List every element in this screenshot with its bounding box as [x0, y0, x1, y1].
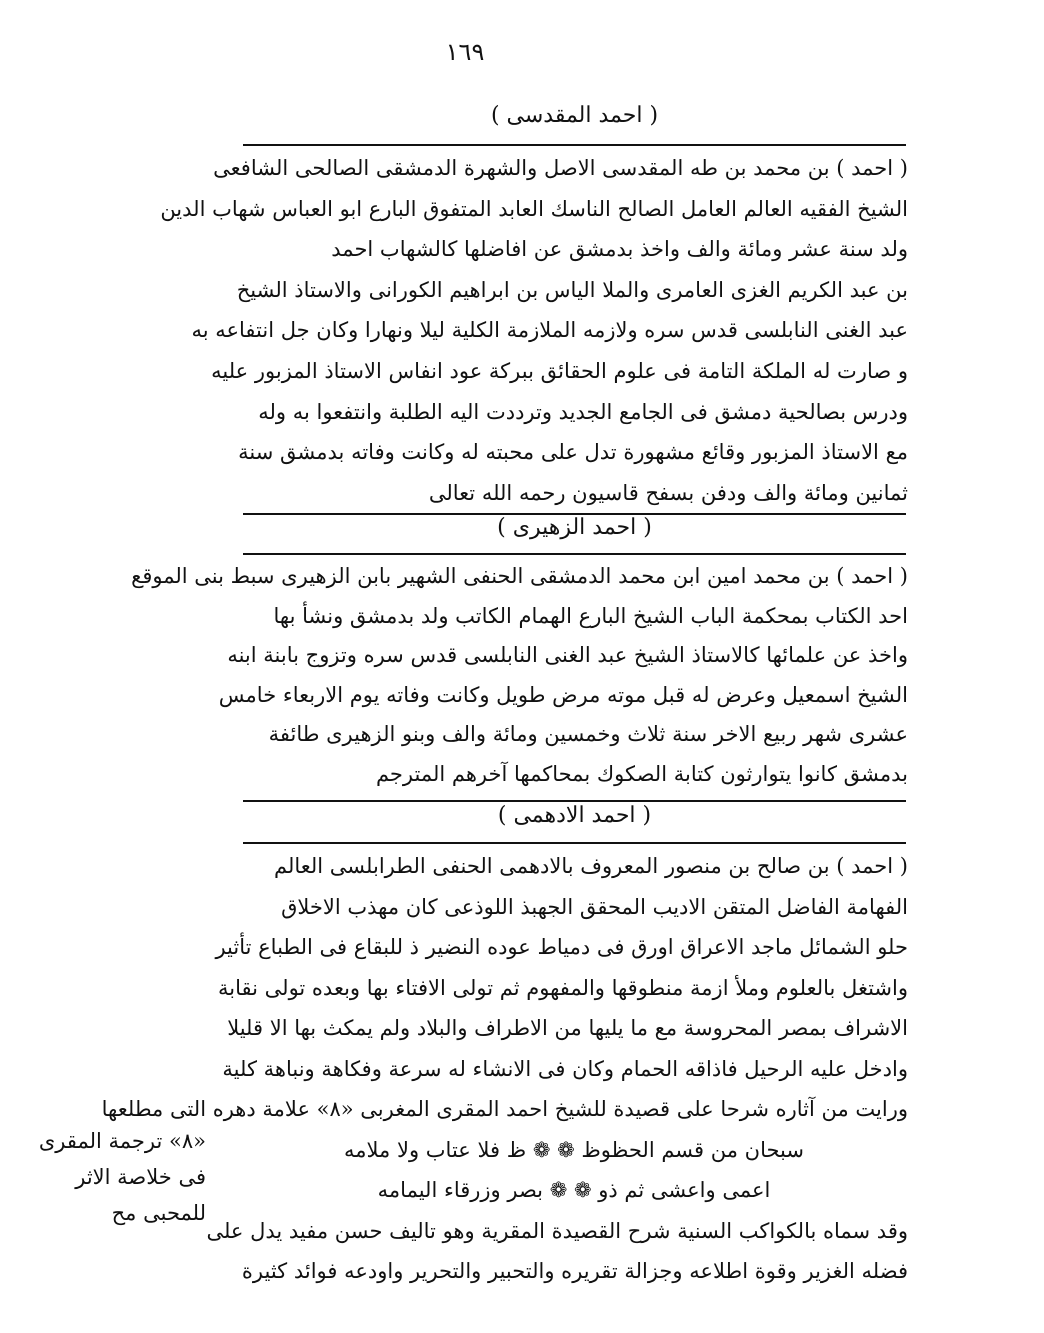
text-line: ثمانین ومائة والف ودفن بسفح قاسیون رحمه الله تعالی: [428, 480, 908, 505]
section-divider: [243, 842, 906, 844]
section-body-ahmad-zuhairi: [131, 557, 908, 794]
text-line: عشری شهر ربیع الاخر سنة ثلاث وخمسین ومائة والف وبنو الزهیری طائفة: [268, 722, 908, 746]
text-line: ولد سنة عشر ومائة والف واخذ بدمشق عن افاضلها كالشهاب احمد: [331, 237, 908, 262]
text-line: وادخل علیه الرحیل فاذاقه الحمام وكان فی الانشاء له سرعة وفكاهة ونباهة كلیة: [222, 1056, 908, 1081]
section-divider: [243, 553, 906, 555]
section-title-ahmad-maqdisi: ( احمد المقدسی ): [490, 103, 659, 128]
text-line: احد الكتاب بمحكمة الباب الشیخ البارع الهمام الكاتب ولد بدمشق ونشأ بها: [273, 603, 908, 628]
page-number: ١٦٩: [445, 38, 485, 66]
verse-line: سبحان من قسم الحظوظ ❁ ❁ ظ فلا عتاب ولا ملامه: [344, 1137, 804, 1162]
text-line: الفهامة الفاضل المتقن الادیب المحقق الجهبذ اللوذعی كان مهذب الاخلاق: [281, 894, 908, 919]
text-line: الاشراف بمصر المحروسة مع ما یلیها من الاطراف والبلاد ولم یمكث بها الا قلیلا: [227, 1016, 908, 1040]
verse-line: اعمی واعشی ثم ذو ❁ ❁ بصر وزرقاء الیمامه: [377, 1178, 771, 1202]
section-divider: [243, 800, 906, 802]
footnote-line: «٨» ترجمة المقری: [38, 1129, 206, 1153]
text-line: الشیخ اسمعیل وعرض له قبل موته مرض طویل وكانت وفاته یوم الاربعاء خامس: [218, 682, 908, 707]
text-line: ( احمد ) بن محمد امین ابن محمد الدمشقی الحنفی الشهیر بابن الزهیری سبط بنی الموقع: [131, 564, 908, 588]
text-line: واخذ عن علمائها كالاستاذ الشیخ عبد الغنی النابلسی قدس سره وتزوج بابنة ابنه: [227, 643, 908, 667]
section-title-ahmad-zuhairi: ( احمد الزهیری ): [497, 515, 652, 540]
text-line: بن عبد الكریم الغزی العامری والملا الیاس بن ابراهیم الكورانی والاستاذ الشیخ: [236, 277, 908, 302]
text-line: ورایت من آثاره شرحا علی قصیدة للشیخ احمد المقری المغربی «٨» علامة دهره التی مطلعها: [101, 1097, 908, 1121]
margin-footnote: [36, 1123, 206, 1231]
text-line: و صارت له الملكة التامة فی علوم الحقائق ببركة عود انفاس الاستاذ المزبور علیه: [211, 358, 908, 383]
text-line: الشیخ الفقیه العالم العامل الصالح الناسك العابد المتفوق البارع ابو العباس شهاب الدین: [160, 196, 908, 221]
section-title-ahmad-adhami: ( احمد الادهمی ): [497, 803, 652, 828]
text-line: ( احمد ) بن محمد بن طه المقدسی الاصل والشهرة الدمشقی الصالحی الشافعی: [213, 156, 908, 180]
text-line: حلو الشمائل ماجد الاعراق اورق فی دمیاط عوده النضیر ذ للبقاع فی الطباع تأثیر: [215, 935, 908, 959]
footnote-line: فی خلاصة الاثر: [75, 1165, 206, 1189]
text-line: عبد الغنی النابلسی قدس سره ولازمه الملازمة الكلیة لیلا ونهارا وكان جل انتفاعه به: [191, 318, 908, 343]
text-line: وقد سماه بالكواكب السنیة شرح القصیدة المقریة وهو تالیف حسن مفید یدل علی: [206, 1218, 908, 1243]
text-line: بدمشق كانوا یتوارثون كتابة الصكوك بمحاكمها آخرهم المترجم: [375, 761, 908, 786]
text-line: ودرس بصالحیة دمشق فی الجامع الجدید وترددت الیه الطلبة وانتفعوا به وله: [258, 399, 908, 424]
section-body-ahmad-maqdisi: [160, 148, 908, 513]
text-line: ( احمد ) بن صالح بن منصور المعروف بالادهمی الحنفی الطرابلسی العالم: [273, 854, 908, 878]
text-line: فضله الغزیر وقوة اطلاعه وجزالة تقریره والتحبیر والتحریر واودعه فوائد كثیرة: [241, 1259, 908, 1283]
footnote-line: للمحبی مح: [111, 1201, 206, 1225]
text-line: مع الاستاذ المزبور وقائع مشهورة تدل علی محبته له وكانت وفاته بدمشق سنة: [238, 440, 908, 465]
text-line: واشتغل بالعلوم وملأ ازمة منطوقها والمفهوم ثم تولی الافتاء بها وبعده تولی نقابة: [218, 975, 908, 1000]
section-divider: [243, 144, 906, 146]
